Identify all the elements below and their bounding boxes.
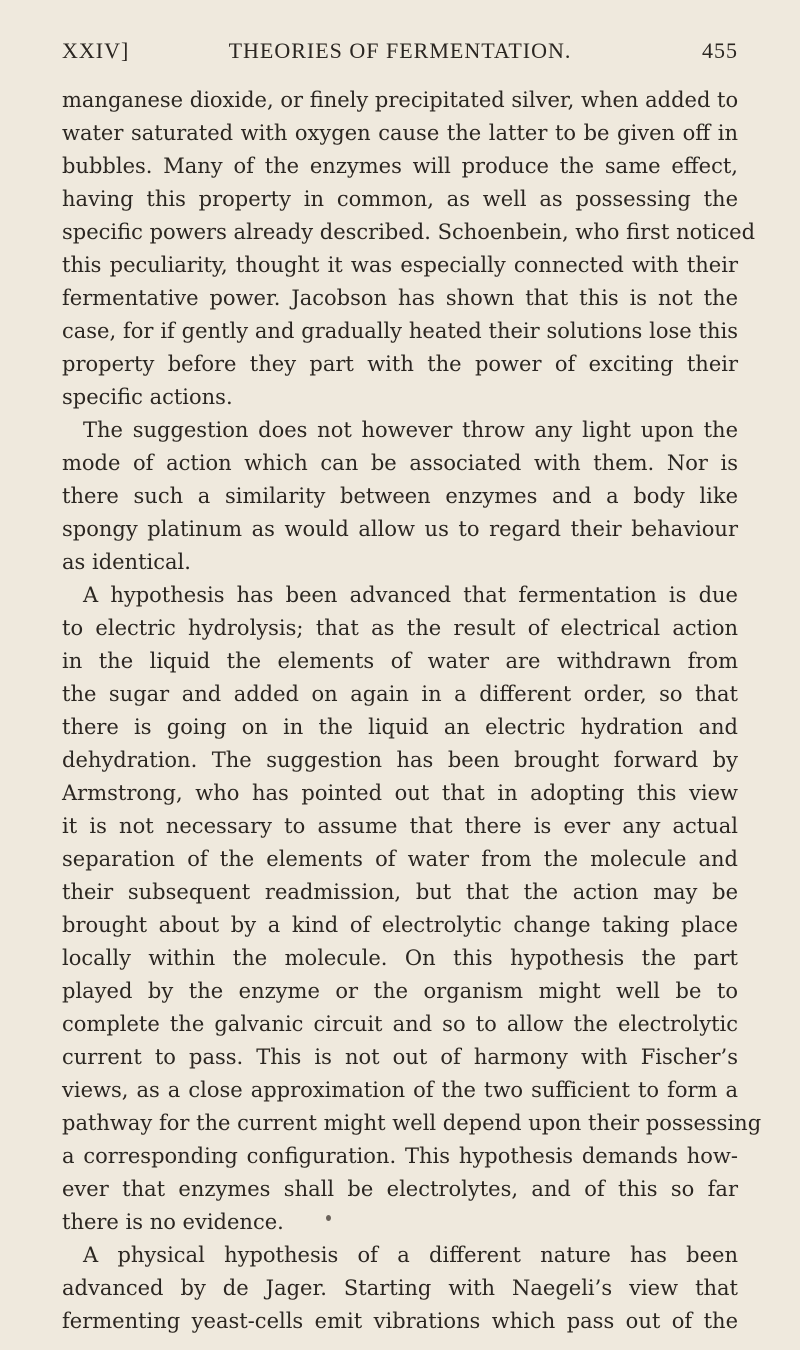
text-line: a corresponding configuration. This hypothesis demands how- [62,1144,738,1168]
text-line: mode of action which can be associated with them. Nor is [62,451,738,475]
paragraph-start-line: A physical hypothesis of a different nature has been [83,1243,738,1267]
text-line: there is going on in the liquid an electric hydration and [62,715,738,739]
paragraph-start-line: A hypothesis has been advanced that fermentation is due [83,583,738,607]
ink-speck [326,1215,331,1221]
chapter-number: XXIV] [62,38,130,63]
text-line: this peculiarity, thought it was especially connected with their [62,253,738,277]
text-line: there such a similarity between enzymes and a body like [62,484,738,508]
text-line: to electric hydrolysis; that as the result of electrical action [62,616,738,640]
text-line: manganese dioxide, or finely precipitated silver, when added to [62,88,739,112]
paragraph-end-line: as identical. [62,550,191,574]
text-line: case, for if gently and gradually heated their solutions lose this [62,319,738,343]
text-line: advanced by de Jager. Starting with Naegeli’s view that [62,1276,738,1300]
text-line: dehydration. The suggestion has been brought forward by [62,748,738,772]
text-line: specific powers already described. Schoenbein, who first noticed [62,220,756,244]
text-line: Armstrong, who has pointed out that in adopting this view [62,781,738,805]
text-line: in the liquid the elements of water are withdrawn from [62,649,738,673]
text-line: brought about by a kind of electrolytic change taking place [62,913,738,937]
text-line: water saturated with oxygen cause the latter to be given off in [62,121,738,145]
text-line: views, as a close approximation of the two sufficient to form a [62,1078,738,1102]
text-line: fermenting yeast-cells emit vibrations which pass out of the [62,1309,738,1333]
body-text [62,84,762,1338]
paragraph-end-line: specific actions. [62,385,233,409]
text-line: complete the galvanic circuit and so to allow the electrolytic [62,1012,738,1036]
text-line: bubbles. Many of the enzymes will produce the same effect, [62,154,738,178]
text-line: separation of the elements of water from the molecule and [62,847,738,871]
text-line: the sugar and added on again in a different order, so that [62,682,738,706]
running-title: THEORIES OF FERMENTATION. [228,38,572,63]
page-number: 455 [702,38,738,63]
text-line: their subsequent readmission, but that the action may be [62,880,738,904]
running-head [62,38,738,68]
text-line: having this property in common, as well as possessing the [62,187,738,211]
text-line: locally within the molecule. On this hypothesis the part [62,946,738,970]
text-line: property before they part with the power of exciting their [62,352,738,376]
text-line: it is not necessary to assume that there is ever any actual [62,814,738,838]
text-line: played by the enzyme or the organism might well be to [62,979,738,1003]
text-line: pathway for the current might well depend upon their possessing [62,1111,762,1135]
paragraph-end-line: there is no evidence. [62,1210,284,1234]
text-line: spongy platinum as would allow us to regard their behaviour [62,517,738,541]
paragraph-start-line: The suggestion does not however throw any light upon the [83,418,738,442]
text-line: ever that enzymes shall be electrolytes, and of this so far [62,1177,738,1201]
text-line: fermentative power. Jacobson has shown that this is not the [62,286,738,310]
text-line: current to pass. This is not out of harmony with Fischer’s [62,1045,738,1069]
